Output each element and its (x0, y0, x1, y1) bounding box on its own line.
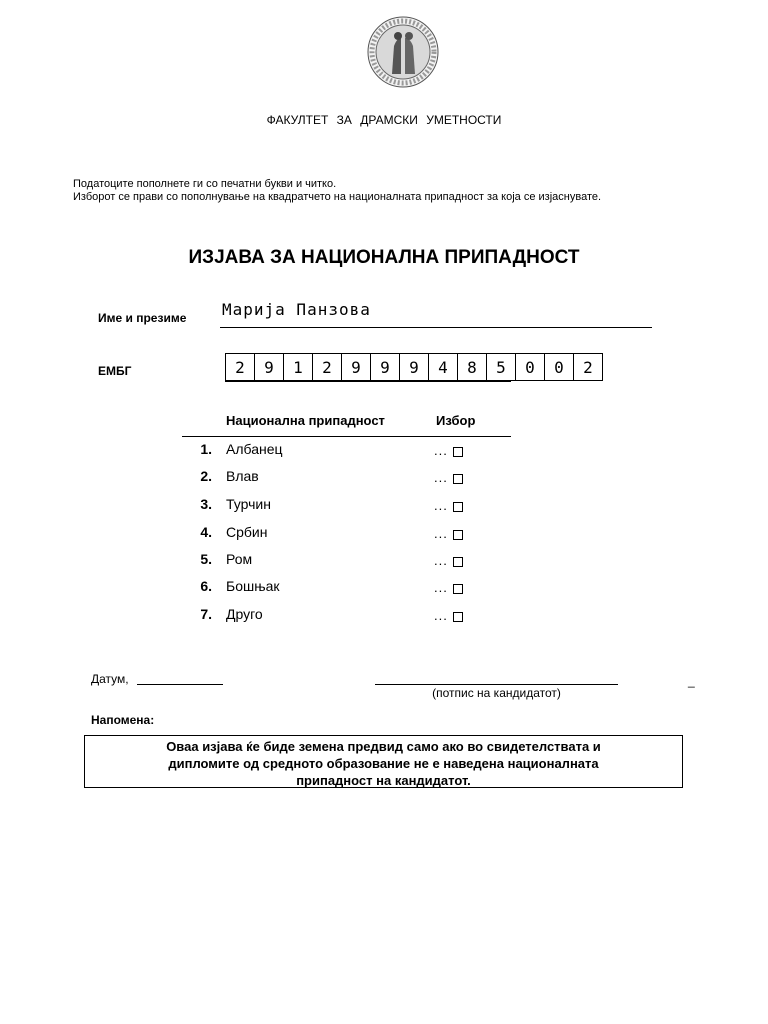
instruction-line: Изборот се прави со пополнување на квадратчето на националната припадност за која се изјаснувате. (73, 191, 602, 203)
name-underline (220, 327, 652, 328)
nationality-row (0, 524, 768, 544)
university-seal-logo (367, 16, 439, 88)
embg-digit[interactable]: 9 (400, 354, 429, 380)
instruction-line: Податоците пополнете ги со печатни букви и читко. (73, 178, 337, 190)
nationality-row (0, 468, 768, 488)
embg-digit[interactable]: 5 (487, 354, 516, 380)
embg-digit[interactable]: 1 (284, 354, 313, 380)
note-text-line: Оваа изјава ќе биде земена предвид само ако во свидетелствата и (166, 739, 601, 754)
date-field[interactable] (137, 684, 223, 685)
row-number: 1. (200, 441, 212, 457)
stray-dash: _ (688, 674, 695, 688)
nationality-label: Друго (226, 606, 263, 622)
name-label: Име и презиме (98, 311, 187, 325)
embg-field[interactable] (225, 353, 603, 381)
embg-digit[interactable]: 8 (458, 354, 487, 380)
embg-label: ЕМБГ (98, 364, 132, 378)
embg-digit[interactable]: 2 (313, 354, 342, 380)
embg-digit[interactable]: 4 (429, 354, 458, 380)
column-header-nationality: Национална припадност (226, 413, 385, 428)
table-header-underline (182, 436, 511, 437)
embg-digit[interactable]: 0 (545, 354, 574, 380)
dot-leader: ... (434, 580, 448, 595)
embg-digit[interactable]: 9 (342, 354, 371, 380)
nationality-label: Влав (226, 468, 259, 484)
nationality-row (0, 551, 768, 571)
note-text-line: дипломите од средното образование не е наведена националната (168, 756, 599, 771)
choice-checkbox[interactable] (453, 530, 463, 540)
choice-checkbox[interactable] (453, 474, 463, 484)
embg-digit[interactable]: 2 (583, 357, 593, 377)
dot-leader: ... (434, 608, 448, 623)
embg-underline (225, 381, 511, 382)
embg-digit[interactable]: 0 (516, 354, 545, 380)
nationality-label: Србин (226, 524, 268, 540)
nationality-row (0, 441, 768, 461)
row-number: 6. (200, 578, 212, 594)
choice-checkbox[interactable] (453, 584, 463, 594)
row-number: 3. (200, 496, 212, 512)
dot-leader: ... (434, 470, 448, 485)
nationality-label: Албанец (226, 441, 283, 457)
embg-digit[interactable]: 9 (371, 354, 400, 380)
row-number: 7. (200, 606, 212, 622)
dot-leader: ... (434, 526, 448, 541)
faculty-name: ФАКУЛТЕТ ЗА ДРАМСКИ УМЕТНОСТИ (266, 113, 502, 127)
form-title: ИЗЈАВА ЗА НАЦИОНАЛНА ПРИПАДНОСТ (188, 247, 580, 268)
nationality-row (0, 606, 768, 626)
dot-leader: ... (434, 498, 448, 513)
nationality-row (0, 578, 768, 598)
signature-caption: (потпис на кандидатот) (432, 686, 561, 700)
column-header-choice: Избор (436, 413, 476, 428)
dot-leader: ... (434, 553, 448, 568)
embg-digit[interactable]: 2 (226, 354, 255, 380)
choice-checkbox[interactable] (453, 612, 463, 622)
row-number: 5. (200, 551, 212, 567)
row-number: 4. (200, 524, 212, 540)
note-box (84, 735, 683, 788)
choice-checkbox[interactable] (453, 557, 463, 567)
choice-checkbox[interactable] (453, 447, 463, 457)
row-number: 2. (200, 468, 212, 484)
dot-leader: ... (434, 443, 448, 458)
note-text-line: припадност на кандидатот. (296, 773, 471, 788)
nationality-label: Ром (226, 551, 253, 567)
name-field[interactable]: Марија Панзова (222, 300, 371, 319)
note-label: Напомена: (91, 713, 155, 727)
signature-field[interactable] (375, 684, 618, 685)
nationality-label: Турчин (226, 496, 271, 512)
embg-digit[interactable]: 9 (255, 354, 284, 380)
choice-checkbox[interactable] (453, 502, 463, 512)
nationality-label: Бошњак (226, 578, 280, 594)
date-label: Датум, (91, 672, 129, 686)
nationality-row (0, 496, 768, 516)
